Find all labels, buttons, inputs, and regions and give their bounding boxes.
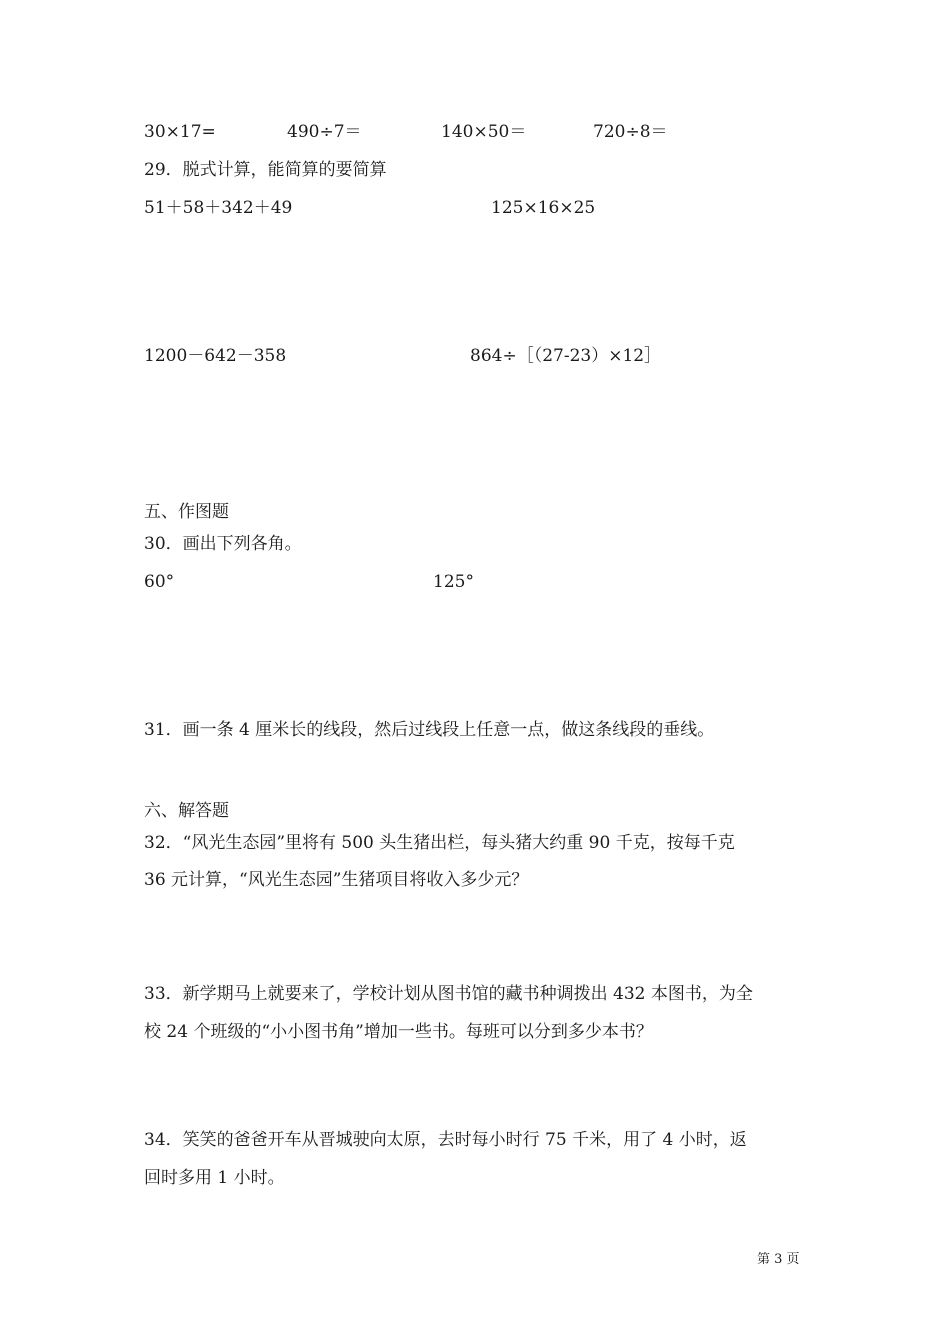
expr-30x17: 30×17= <box>144 122 216 142</box>
q29-expr-4: 864÷［（27-23）×12］ <box>470 346 662 366</box>
q32-line-1: 32．“风光生态园”里将有 500 头生猪出栏，每头猪大约重 90 千克，按每千克 <box>144 833 735 853</box>
expr-720div8: 720÷8＝ <box>593 122 668 142</box>
q33-line-1: 33．新学期马上就要来了，学校计划从图书馆的藏书种调拨出 432 本图书，为全 <box>144 984 753 1004</box>
q30-title: 30．画出下列各角。 <box>144 534 302 554</box>
section-5-heading: 五、作图题 <box>144 502 229 522</box>
q33-line-2: 校 24 个班级的“小小图书角”增加一些书。每班可以分到多少本书？ <box>144 1022 653 1042</box>
q29-expr-3: 1200－642－358 <box>144 346 287 366</box>
q30-angle-125: 125° <box>433 572 474 592</box>
section-6-heading: 六、解答题 <box>144 801 229 821</box>
page-number: 第 3 页 <box>757 1252 800 1267</box>
q30-angle-60: 60° <box>144 572 175 592</box>
q32-line-2: 36 元计算，“风光生态园”生猪项目将收入多少元？ <box>144 870 529 890</box>
q31-text: 31．画一条 4 厘米长的线段，然后过线段上任意一点，做这条线段的垂线。 <box>144 720 715 740</box>
q29-title: 29．脱式计算，能简算的要简算 <box>144 160 387 180</box>
expr-490div7: 490÷7＝ <box>287 122 362 142</box>
expr-140x50: 140×50＝ <box>441 122 527 142</box>
q34-line-2: 回时多用 1 小时。 <box>144 1168 285 1188</box>
q29-expr-1: 51＋58＋342＋49 <box>144 198 293 218</box>
q29-expr-2: 125×16×25 <box>491 198 596 218</box>
q34-line-1: 34．笑笑的爸爸开车从晋城驶向太原，去时每小时行 75 千米，用了 4 小时，返 <box>144 1130 747 1150</box>
